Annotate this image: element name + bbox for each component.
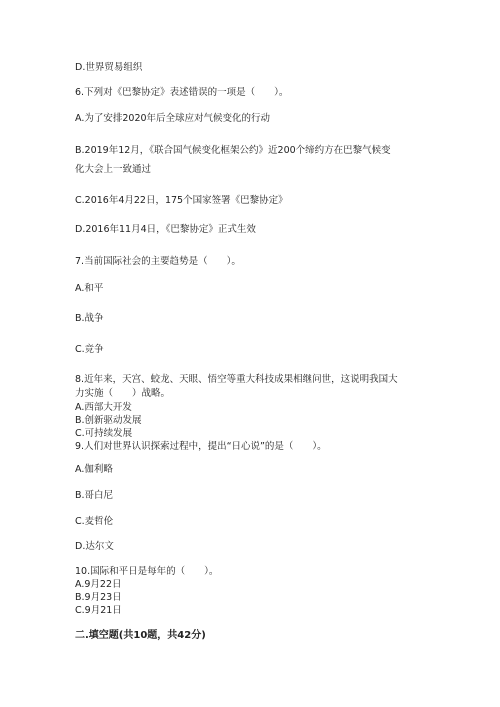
q9-option-c: C.麦哲伦 — [75, 516, 114, 527]
q8-option-a: A.西部大开发 — [75, 402, 132, 413]
q9-option-a: A.伽利略 — [75, 464, 113, 475]
q10-option-c: C.9月21日 — [75, 605, 122, 616]
section-heading-fill-in-blank: 二.填空题(共10题，共42分) — [75, 630, 206, 641]
q9-option-b: B.哥白尼 — [75, 490, 114, 501]
q8-stem-line1: 8.近年来，天宫、蛟龙、天眼、悟空等重大科技成果相继问世，这说明我国大 — [75, 374, 398, 385]
q6-stem: 6.下列对《巴黎协定》表述错误的一项是（ ）。 — [75, 87, 289, 98]
q6-option-b-line2: 化大会上一致通过 — [75, 164, 152, 175]
q5-option-d: D.世界贸易组织 — [75, 62, 143, 73]
q6-option-b-line1: B.2019年12月，《联合国气候变化框架公约》近200个缔约方在巴黎气候变 — [75, 145, 391, 156]
q10-stem: 10.国际和平日是每年的（ ）。 — [75, 566, 219, 577]
q6-option-d: D.2016年11月4日，《巴黎协定》正式生效 — [75, 224, 256, 235]
q7-option-c: C.竞争 — [75, 344, 104, 355]
q8-option-c: C.可持续发展 — [75, 428, 133, 439]
q8-stem-line2: 力实施（ ）战略。 — [75, 388, 171, 399]
q10-option-a: A.9月22日 — [75, 579, 122, 590]
q8-option-b: B.创新驱动发展 — [75, 415, 142, 426]
q7-option-a: A.和平 — [75, 283, 104, 294]
q7-option-b: B.战争 — [75, 313, 104, 324]
q7-stem: 7.当前国际社会的主要趋势是（ ）。 — [75, 256, 241, 267]
q10-option-b: B.9月23日 — [75, 592, 122, 603]
q9-option-d: D.达尔文 — [75, 541, 114, 552]
q6-option-c: C.2016年4月22日，175个国家签署《巴黎协定》 — [75, 195, 288, 206]
q6-option-a: A.为了安排2020年后全球应对气候变化的行动 — [75, 113, 271, 124]
q9-stem: 9.人们对世界认识探索过程中，提出“日心说”的是（ ）。 — [75, 441, 327, 452]
